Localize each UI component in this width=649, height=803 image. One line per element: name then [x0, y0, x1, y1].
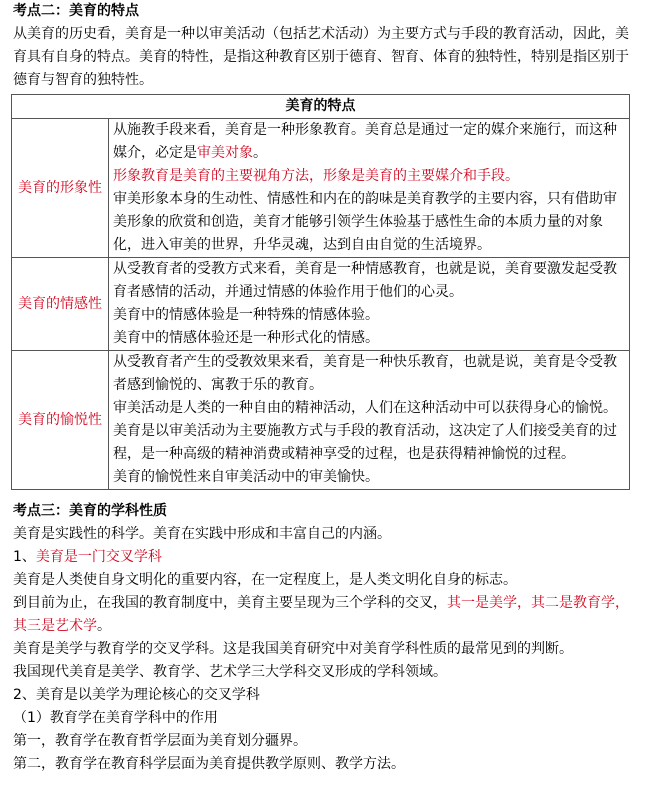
- row-content-emotion: [109, 258, 630, 351]
- row-paragraph: 从受教育者产生的受教效果来看，美育是一种快乐教育，也就是说，美育是令受教者感到愉悦的、寓教于乐的教育。: [113, 354, 617, 393]
- page: [13, 0, 639, 776]
- row-label-emotion: 美育的情感性: [12, 258, 109, 351]
- section2-title: 考点三：美育的学科性质: [13, 503, 167, 519]
- section2-subitem: （1）教育学在美育学科中的作用: [13, 710, 218, 726]
- row-paragraph: [113, 119, 625, 165]
- line-text: 到目前为止，在我国的教育制度中，美育主要呈现为三个学科的交叉，: [13, 595, 447, 611]
- section2-line: 美育是美学与教育学的交叉学科。这是我国美育研究中对美育学科性质的最常见到的判断。: [13, 641, 573, 657]
- section2-line: 第一，教育学在教育哲学层面为美育划分疆界。: [13, 733, 307, 749]
- row-paragraph-highlight: 形象教育是美育的主要视角方法，形象是美育的主要媒介和手段。: [113, 168, 519, 184]
- row-label-image: 美育的形象性: [12, 119, 109, 258]
- row-paragraph: 美育的愉悦性来自审美活动中的审美愉快。: [113, 469, 379, 485]
- section2-line: 我国现代美育是美学、教育学、艺术学三大学科交叉形成的学科领域。: [13, 664, 447, 680]
- table-row: [12, 258, 630, 351]
- table-header-row: [12, 95, 630, 119]
- section2-line: [13, 592, 639, 638]
- row-text-highlight: 审美对象: [197, 145, 253, 161]
- row-text: 从施教手段来看，美育是一种形象教育。美育总是通过一定的媒介来施行，而这种媒介，必定是: [113, 122, 617, 161]
- row-paragraph: 美育中的情感体验是一种特殊的情感体验。: [113, 307, 379, 323]
- line-text: 。: [97, 618, 111, 634]
- row-paragraph: 审美活动是人类的一种自由的精神活动，人们在这种活动中可以获得身心的愉悦。美育是以审美活动为主要施教方式与手段的教育活动，这决定了人们接受美育的过程，是一种高级的精神消费或精神享受的过程，也是获得精神愉悦的过程。: [113, 400, 617, 462]
- features-table: [11, 94, 630, 490]
- item-heading-highlight: 美育是一门交叉学科: [35, 549, 162, 565]
- table-header: 美育的特点: [12, 95, 630, 119]
- row-content-pleasure: [109, 351, 630, 490]
- table-row: [12, 351, 630, 490]
- row-paragraph: 从受教育者的受教方式来看，美育是一种情感教育，也就是说，美育要激发起受教育者感情的活动，并通过情感的体验作用于他们的心灵。: [113, 261, 617, 300]
- row-paragraph: 审美形象本身的生动性、情感性和内在的韵味是美育教学的主要内容，只有借助审美形象的欣赏和创造，美育才能够引领学生体验基于感性生命的本质力量的对象化，进入审美的世界，升华灵魂，达到自由自觉的生活境界。: [113, 191, 617, 253]
- row-text: 。: [253, 145, 267, 161]
- table-row: [12, 119, 630, 258]
- item-number: 1、: [13, 549, 36, 565]
- section2-item1: [13, 546, 639, 569]
- section2-line: 美育是实践性的科学。美育在实践中形成和丰富自己的内涵。: [13, 526, 391, 542]
- section1-intro: 从美育的历史看，美育是一种以审美活动（包括艺术活动）为主要方式与手段的教育活动，因此，美育具有自身的特点。美育的特性，是指这种教育区别于德育、智育、体育的独特性，特别是指区别于德育与智育的独特性。: [13, 26, 629, 88]
- row-content-image: [109, 119, 630, 258]
- section1-title: 考点二：美育的特点: [13, 3, 139, 19]
- section2-line: 美育是人类使自身文明化的重要内容，在一定程度上，是人类文明化自身的标志。: [13, 572, 517, 588]
- section2-line: 第二，教育学在教育科学层面为美育提供教学原则、教学方法。: [13, 756, 405, 772]
- row-paragraph: 美育中的情感体验还是一种形式化的情感。: [113, 330, 379, 346]
- line-text-highlight: 其一是美学，其二是教育学，其三是艺术学: [13, 595, 629, 634]
- row-label-pleasure: 美育的愉悦性: [12, 351, 109, 490]
- section2-item2: 2、美育是以美学为理论核心的交叉学科: [13, 687, 260, 703]
